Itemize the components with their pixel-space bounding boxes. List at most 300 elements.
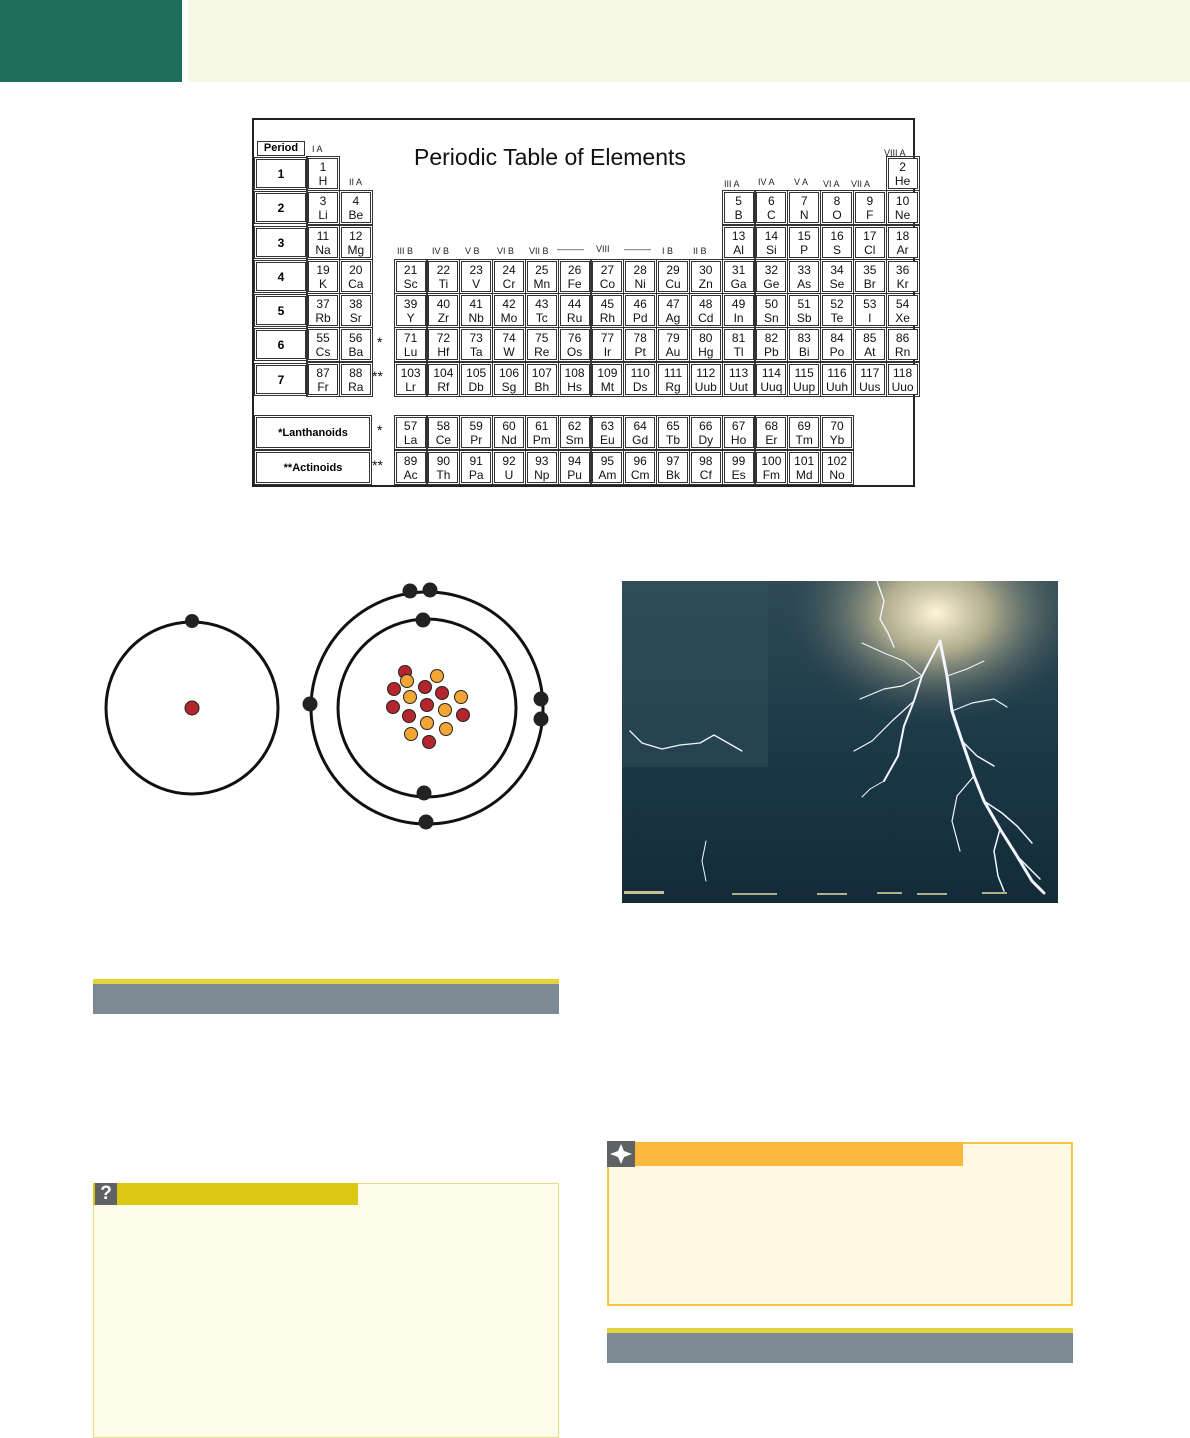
element-symbol: Tb: [665, 433, 680, 447]
atomic-number: 115: [794, 366, 814, 380]
element-cell-in: [724, 295, 754, 326]
element-symbol: Ir: [603, 345, 612, 359]
element-cell-mt: [592, 364, 622, 395]
element-symbol: Si: [766, 243, 777, 257]
element-symbol: Uup: [793, 380, 816, 394]
element-symbol: Uuo: [891, 380, 914, 394]
element-symbol: Lu: [403, 345, 418, 359]
element-symbol: B: [734, 208, 743, 222]
atomic-number: 54: [895, 297, 910, 311]
atomic-number: 65: [666, 419, 680, 433]
atomic-number: 100: [761, 454, 782, 468]
atomic-number: 104: [433, 366, 454, 380]
element-cell-ne: [888, 192, 918, 223]
element-symbol: No: [829, 468, 845, 482]
element-cell-eu: [592, 417, 622, 448]
element-cell-uup: [789, 364, 819, 395]
atomic-number: 29: [666, 263, 680, 277]
group-label: VII A: [851, 179, 871, 189]
element-symbol: Tl: [733, 345, 744, 359]
element-cell-lr: [396, 364, 426, 395]
atomic-number: 43: [535, 297, 549, 311]
element-symbol: Mg: [347, 243, 365, 257]
element-cell-cr: [494, 261, 524, 292]
electron: [534, 712, 549, 727]
atomic-number: 23: [469, 263, 483, 277]
element-symbol: Al: [733, 243, 744, 257]
element-cell-no: [822, 452, 852, 483]
question-callout-box: [93, 1183, 559, 1438]
group-label: ———: [557, 244, 584, 254]
element-symbol: Mn: [533, 277, 551, 291]
proton: [423, 736, 436, 749]
element-cell-pm: [527, 417, 557, 448]
element-cell-h: [308, 158, 338, 189]
element-symbol: Bk: [665, 468, 680, 482]
proton: [387, 701, 400, 714]
atomic-number: 10: [895, 194, 910, 208]
element-cell-ag: [658, 295, 688, 326]
group-label: VI B: [497, 246, 515, 256]
element-cell-o: [822, 192, 852, 223]
group-label: I B: [662, 246, 674, 256]
element-symbol: Pu: [567, 468, 582, 482]
atomic-number: 66: [699, 419, 713, 433]
header-bar-cream: [188, 0, 1190, 82]
element-cell-uuo: [888, 364, 918, 395]
proton: [419, 681, 432, 694]
element-cell-co: [592, 261, 622, 292]
element-symbol: Bi: [798, 345, 810, 359]
atomic-number: 102: [826, 454, 848, 468]
element-symbol: Nd: [501, 433, 517, 447]
atomic-number: 46: [633, 297, 647, 311]
element-symbol: Zr: [437, 311, 450, 325]
element-symbol: Rf: [437, 380, 450, 394]
atomic-number: 12: [349, 229, 363, 243]
element-symbol: Hf: [437, 345, 450, 359]
element-symbol: S: [832, 243, 841, 257]
neutron: [404, 691, 417, 704]
atomic-number: 58: [436, 419, 451, 433]
atomic-number: 5: [735, 194, 742, 208]
element-symbol: Ge: [763, 277, 780, 291]
atomic-number: 59: [469, 419, 483, 433]
atomic-number: 70: [830, 419, 844, 433]
atomic-number: 42: [502, 297, 516, 311]
element-symbol: Db: [468, 380, 484, 394]
element-cell-at: [855, 329, 885, 360]
element-cell-bi: [789, 329, 819, 360]
element-symbol: Th: [436, 468, 451, 482]
period-number: 6: [256, 330, 306, 359]
element-cell-hg: [691, 329, 721, 360]
atomic-number: 93: [535, 454, 549, 468]
lightning-photo: [622, 581, 1058, 903]
element-cell-al: [724, 227, 754, 258]
element-symbol: Cs: [315, 345, 331, 359]
series-star: **: [372, 368, 383, 384]
atomic-number: 112: [696, 366, 716, 380]
atomic-number: 1: [319, 160, 327, 174]
atomic-number: 13: [731, 229, 746, 243]
atomic-number: 57: [403, 419, 418, 433]
element-cell-rf: [428, 364, 458, 395]
series-star: *: [377, 422, 383, 438]
period-number: 3: [256, 228, 306, 257]
group-label: VIII: [596, 244, 610, 254]
element-cell-gd: [625, 417, 655, 448]
element-cell-pa: [461, 452, 491, 483]
element-symbol: Pr: [470, 433, 483, 447]
element-cell-ca: [341, 261, 371, 292]
atomic-number: 16: [830, 229, 844, 243]
element-symbol: Rh: [599, 311, 616, 325]
element-symbol: Xe: [895, 311, 910, 325]
atomic-number: 44: [567, 297, 582, 311]
element-cell-w: [494, 329, 524, 360]
atomic-number: 6: [768, 194, 775, 208]
group-label: II B: [693, 246, 707, 256]
element-symbol: Gd: [632, 433, 649, 447]
element-cell-er: [756, 417, 786, 448]
element-symbol: Uut: [729, 380, 748, 394]
period-number: 5: [256, 296, 306, 325]
element-symbol: At: [864, 345, 876, 359]
atomic-number: 78: [633, 331, 647, 345]
element-cell-b: [724, 192, 754, 223]
element-cell-tl: [724, 329, 754, 360]
element-cell-ni: [625, 261, 655, 292]
element-symbol: Y: [406, 311, 415, 325]
atom-diagrams: [100, 578, 560, 838]
atomic-number: 40: [436, 297, 451, 311]
atomic-number: 32: [764, 263, 779, 277]
atomic-number: 17: [863, 229, 877, 243]
element-symbol: Sr: [349, 311, 362, 325]
element-cell-ac: [396, 452, 426, 483]
atomic-number: 109: [597, 366, 618, 380]
element-symbol: Ta: [469, 345, 483, 359]
atomic-number: 83: [797, 331, 811, 345]
element-cell-v: [461, 261, 491, 292]
element-cell-cm: [625, 452, 655, 483]
element-symbol: Es: [731, 468, 746, 482]
element-symbol: La: [403, 433, 418, 447]
element-symbol: Ac: [403, 468, 418, 482]
atomic-number: 72: [436, 331, 451, 345]
element-cell-ra: [341, 364, 371, 395]
element-cell-ga: [724, 261, 754, 292]
atomic-number: 37: [316, 297, 330, 311]
group-label: III B: [397, 246, 414, 256]
neutron: [405, 728, 418, 741]
group-label: VI A: [823, 179, 840, 189]
element-cell-sn: [756, 295, 786, 326]
atomic-number: 50: [764, 297, 779, 311]
lanthanoids-label: *Lanthanoids: [256, 417, 370, 448]
element-cell-sc: [396, 261, 426, 292]
atomic-number: 33: [797, 263, 811, 277]
atomic-number: 26: [567, 263, 582, 277]
element-cell-sg: [494, 364, 524, 395]
atomic-number: 55: [316, 331, 330, 345]
element-cell-pr: [461, 417, 491, 448]
element-symbol: Cr: [502, 277, 516, 291]
element-cell-rb: [308, 295, 338, 326]
element-symbol: As: [797, 277, 812, 291]
element-symbol: H: [318, 174, 328, 188]
element-symbol: Se: [829, 277, 845, 291]
atomic-number: 99: [731, 454, 746, 468]
element-symbol: Uus: [859, 380, 881, 394]
atomic-number: 39: [403, 297, 418, 311]
element-symbol: Ho: [730, 433, 747, 447]
atomic-number: 79: [666, 331, 680, 345]
element-cell-ho: [724, 417, 754, 448]
carbon-atom-diagram: [303, 583, 549, 830]
element-cell-os: [560, 329, 590, 360]
element-cell-bh: [527, 364, 557, 395]
element-symbol: Ag: [665, 311, 681, 325]
element-cell-f: [855, 192, 885, 223]
atomic-number: 113: [729, 366, 749, 380]
element-symbol: Tc: [535, 311, 548, 325]
element-symbol: Fr: [317, 380, 329, 394]
atomic-number: 81: [731, 331, 746, 345]
atomic-number: 73: [469, 331, 483, 345]
atomic-number: 95: [600, 454, 615, 468]
element-symbol: Cu: [665, 277, 681, 291]
element-cell-ds: [625, 364, 655, 395]
element-symbol: P: [800, 243, 809, 257]
element-cell-nb: [461, 295, 491, 326]
element-cell-es: [724, 452, 754, 483]
element-cell-am: [592, 452, 622, 483]
element-symbol: Sb: [796, 311, 812, 325]
element-symbol: Be: [348, 208, 364, 222]
series-star: **: [372, 457, 383, 473]
group-label: III A: [724, 179, 740, 189]
neutron: [431, 670, 444, 683]
proton: [421, 699, 434, 712]
element-symbol: Yb: [829, 433, 845, 447]
element-cell-cl: [855, 227, 885, 258]
element-symbol: V: [472, 277, 481, 291]
atomic-number: 80: [699, 331, 713, 345]
element-symbol: Eu: [600, 433, 615, 447]
element-symbol: Cf: [699, 468, 712, 482]
element-symbol: C: [767, 208, 776, 222]
element-symbol: Os: [566, 345, 583, 359]
element-cell-fm: [756, 452, 786, 483]
element-cell-sr: [341, 295, 371, 326]
element-symbol: Mo: [500, 311, 518, 325]
element-cell-cd: [691, 295, 721, 326]
atomic-number: 8: [833, 194, 841, 208]
neutron: [439, 704, 452, 717]
element-symbol: In: [733, 311, 744, 325]
element-symbol: Pa: [468, 468, 484, 482]
element-symbol: Rb: [315, 311, 331, 325]
element-symbol: Rn: [894, 345, 911, 359]
atomic-number: 86: [895, 331, 910, 345]
element-cell-tc: [527, 295, 557, 326]
element-symbol: I: [868, 311, 872, 325]
hydrogen-electron: [185, 614, 199, 628]
atomic-number: 14: [764, 229, 779, 243]
atomic-number: 91: [469, 454, 483, 468]
element-cell-cf: [691, 452, 721, 483]
element-cell-md: [789, 452, 819, 483]
element-symbol: Uuq: [760, 380, 783, 394]
atomic-number: 94: [567, 454, 582, 468]
element-cell-rg: [658, 364, 688, 395]
actinoids-label: **Actinoids: [256, 452, 370, 483]
group-label: VIII A: [884, 148, 906, 158]
element-symbol: Li: [318, 208, 328, 222]
element-symbol: Ba: [348, 345, 364, 359]
header-bar-green: [0, 0, 182, 82]
element-cell-kr: [888, 261, 918, 292]
atomic-number: 60: [502, 419, 516, 433]
element-cell-mn: [527, 261, 557, 292]
element-cell-ta: [461, 329, 491, 360]
element-cell-uut: [724, 364, 754, 395]
group-label: VII B: [529, 246, 549, 256]
element-symbol: Am: [598, 468, 617, 482]
atomic-number: 101: [794, 454, 815, 468]
element-symbol: Br: [863, 277, 876, 291]
element-symbol: Md: [795, 468, 813, 482]
atomic-number: 2: [899, 160, 906, 174]
atomic-number: 11: [316, 229, 330, 243]
element-symbol: Ne: [894, 208, 911, 222]
proton: [388, 683, 401, 696]
element-cell-db: [461, 364, 491, 395]
atomic-number: 87: [316, 366, 330, 380]
group-label: IV B: [432, 246, 450, 256]
element-symbol: Pm: [532, 433, 551, 447]
element-cell-si: [756, 227, 786, 258]
element-symbol: Nb: [468, 311, 484, 325]
neutron: [421, 717, 434, 730]
element-cell-mo: [494, 295, 524, 326]
element-cell-zr: [428, 295, 458, 326]
element-cell-bk: [658, 452, 688, 483]
element-symbol: Po: [829, 345, 845, 359]
element-symbol: Lr: [405, 380, 416, 394]
element-symbol: Np: [534, 468, 550, 482]
element-symbol: Te: [830, 311, 844, 325]
element-symbol: Cl: [864, 243, 876, 257]
atomic-number: 7: [800, 194, 808, 208]
atomic-number: 77: [600, 331, 615, 345]
group-label: I A: [312, 144, 323, 154]
element-symbol: Kr: [896, 277, 909, 291]
element-cell-br: [855, 261, 885, 292]
atomic-number: 31: [731, 263, 746, 277]
atomic-number: 97: [666, 454, 680, 468]
electron: [419, 815, 434, 830]
element-symbol: Hs: [567, 380, 582, 394]
element-symbol: Sn: [764, 311, 779, 325]
element-symbol: Sg: [501, 380, 517, 394]
element-cell-k: [308, 261, 338, 292]
element-cell-pd: [625, 295, 655, 326]
element-cell-ti: [428, 261, 458, 292]
element-symbol: Ti: [438, 277, 449, 291]
group-label: IV A: [758, 177, 775, 187]
atomic-number: 69: [797, 419, 811, 433]
electron: [417, 786, 432, 801]
element-symbol: Ra: [348, 380, 364, 394]
element-cell-mg: [341, 227, 371, 258]
period-number: 7: [256, 365, 306, 394]
atomic-number: 53: [863, 297, 877, 311]
atomic-number: 92: [502, 454, 516, 468]
element-cell-rh: [592, 295, 622, 326]
atomic-number: 20: [349, 263, 363, 277]
atomic-number: 64: [633, 419, 647, 433]
atomic-number: 105: [466, 366, 487, 380]
atomic-number: 61: [535, 419, 549, 433]
periodic-table-title: Periodic Table of Elements: [414, 144, 686, 170]
element-cell-cs: [308, 329, 338, 360]
electron: [416, 613, 431, 628]
atomic-number: 4: [352, 194, 360, 208]
neutron: [440, 723, 453, 736]
proton: [436, 687, 449, 700]
atomic-number: 67: [731, 419, 746, 433]
atomic-number: 89: [403, 454, 418, 468]
atomic-number: 21: [403, 263, 418, 277]
period-number: 1: [256, 159, 306, 188]
element-symbol: Bh: [534, 380, 550, 394]
atomic-number: 107: [531, 366, 552, 380]
atomic-number: 117: [860, 366, 880, 380]
electron: [403, 584, 418, 599]
neutron: [455, 691, 468, 704]
element-cell-te: [822, 295, 852, 326]
element-symbol: Sc: [403, 277, 418, 291]
atomic-number: 47: [666, 297, 680, 311]
element-cell-dy: [691, 417, 721, 448]
element-symbol: Fe: [567, 277, 582, 291]
atomic-number: 35: [863, 263, 877, 277]
element-symbol: He: [894, 174, 911, 188]
hydrogen-atom-diagram: [106, 614, 278, 794]
element-cell-la: [396, 417, 426, 448]
element-symbol: Hg: [698, 345, 714, 359]
element-symbol: F: [866, 208, 874, 222]
element-symbol: Mt: [600, 380, 615, 394]
element-symbol: Rg: [665, 380, 681, 394]
element-cell-zn: [691, 261, 721, 292]
group-label: II A: [349, 177, 363, 187]
atomic-number: 22: [436, 263, 451, 277]
element-cell-pu: [560, 452, 590, 483]
element-symbol: O: [832, 208, 842, 222]
element-cell-se: [822, 261, 852, 292]
period-number: 4: [256, 262, 306, 291]
element-cell-np: [527, 452, 557, 483]
group-label: V A: [794, 177, 809, 187]
element-cell-uus: [855, 364, 885, 395]
element-cell-uub: [691, 364, 721, 395]
atomic-number: 41: [469, 297, 483, 311]
element-cell-sm: [560, 417, 590, 448]
